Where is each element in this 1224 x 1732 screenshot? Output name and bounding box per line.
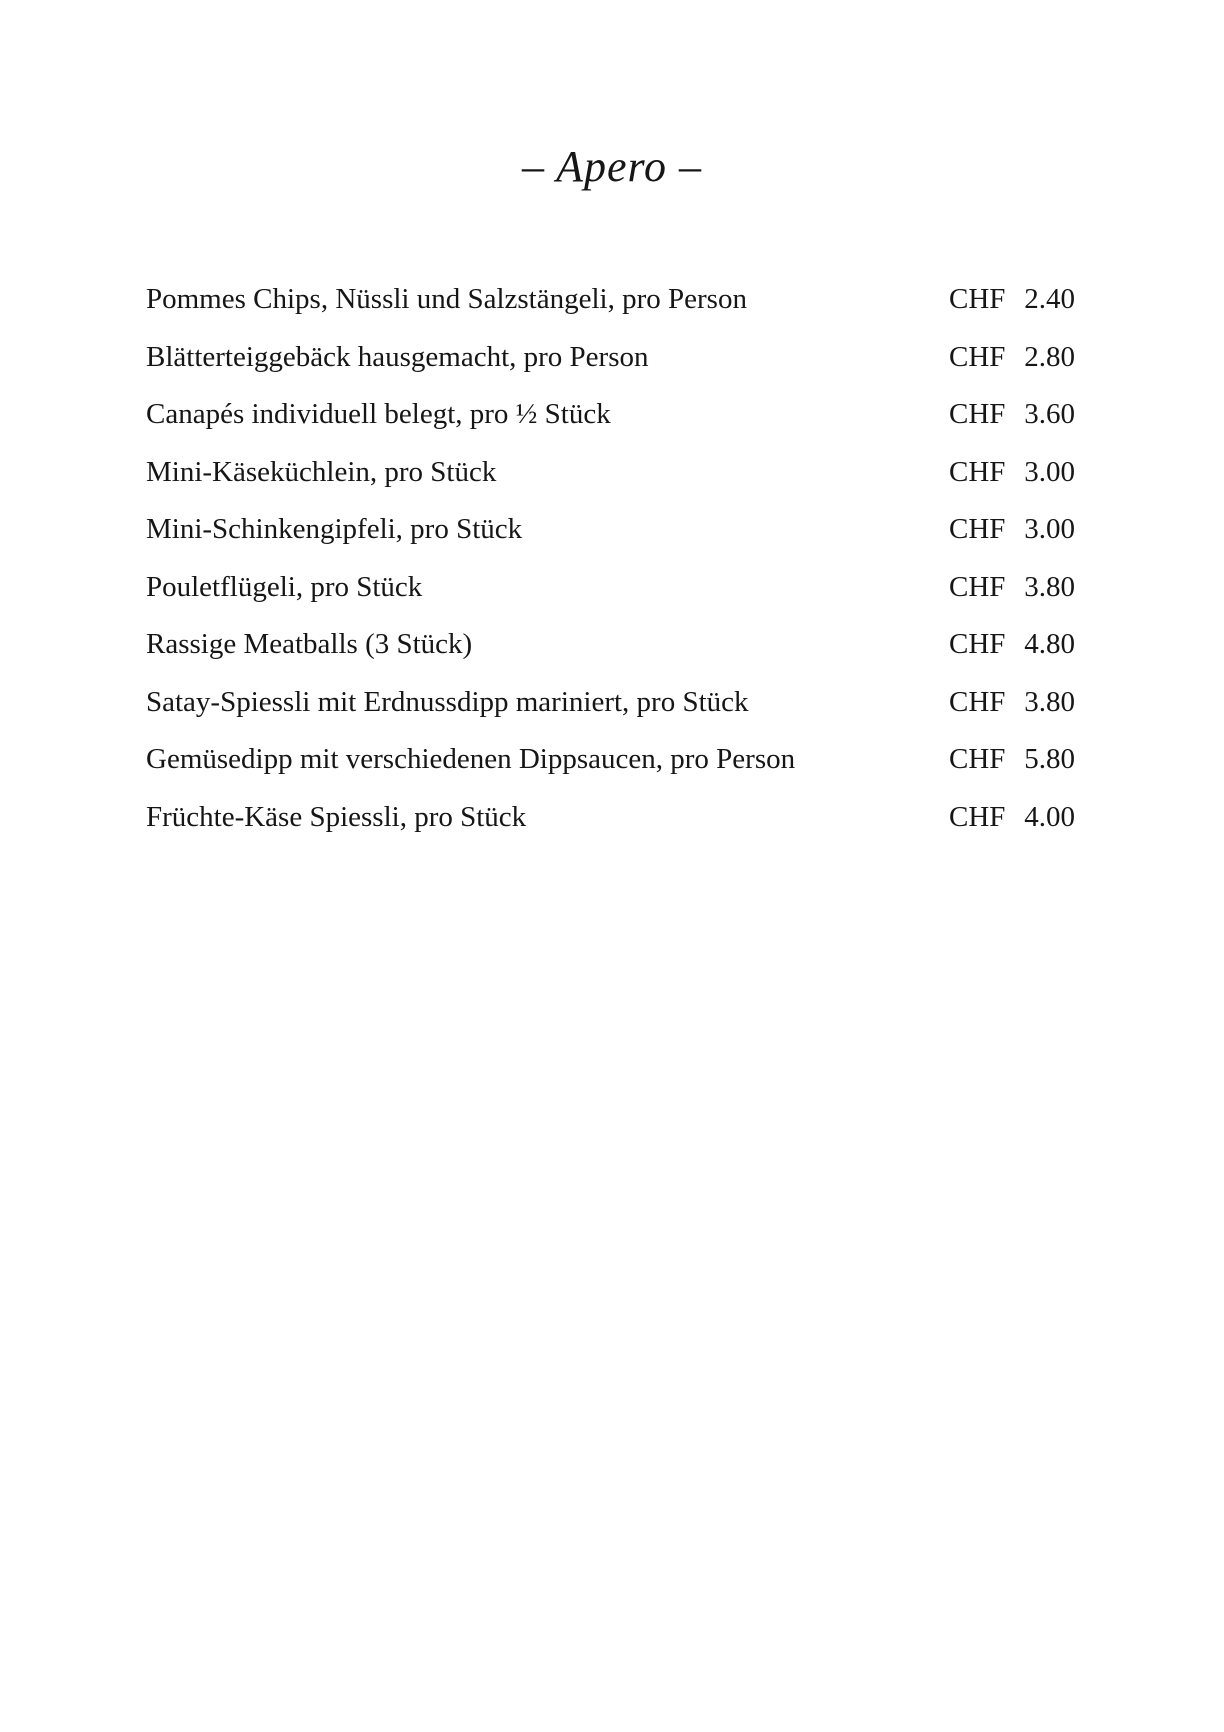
menu-item-price (949, 513, 1075, 546)
currency-label: CHF (949, 570, 1006, 603)
price-value: 3.80 (1024, 570, 1075, 603)
menu-item-row (0, 501, 1224, 559)
page-title: – Apero – (521, 142, 703, 191)
menu-list (0, 271, 1224, 846)
currency-label: CHF (949, 455, 1006, 488)
menu-item-row (0, 616, 1224, 674)
menu-item-price (949, 456, 1075, 489)
price-value: 3.80 (1024, 685, 1075, 718)
menu-item-name: Pouletflügeli, pro Stück (146, 570, 423, 603)
currency-label: CHF (949, 685, 1006, 718)
currency-label: CHF (949, 398, 1006, 431)
currency-label: CHF (949, 283, 1006, 316)
menu-item-row (0, 271, 1224, 329)
menu-item-row (0, 789, 1224, 847)
menu-item-row (0, 559, 1224, 617)
menu-item-price (949, 398, 1075, 431)
menu-item-row (0, 329, 1224, 387)
price-value: 5.80 (1024, 743, 1075, 776)
menu-item-name: Pommes Chips, Nüssli und Salzstängeli, pro Person (146, 283, 747, 316)
menu-item-name: Mini-Käseküchlein, pro Stück (146, 455, 497, 488)
menu-item-row (0, 444, 1224, 502)
price-value: 2.40 (1024, 283, 1075, 316)
menu-item-name: Gemüsedipp mit verschiedenen Dippsaucen, pro Person (146, 743, 796, 776)
menu-item-name: Satay-Spiessli mit Erdnussdipp mariniert, pro Stück (146, 685, 749, 718)
currency-label: CHF (949, 800, 1006, 833)
currency-label: CHF (949, 628, 1006, 661)
price-value: 4.00 (1024, 800, 1075, 833)
menu-item-price (949, 341, 1075, 374)
menu-item-row (0, 674, 1224, 732)
menu-item-row (0, 731, 1224, 789)
price-value: 3.00 (1024, 513, 1075, 546)
menu-item-name: Blätterteiggebäck hausgemacht, pro Person (146, 340, 649, 373)
price-value: 2.80 (1024, 340, 1075, 373)
currency-label: CHF (949, 340, 1006, 373)
menu-item-price (949, 571, 1075, 604)
price-value: 4.80 (1024, 628, 1075, 661)
menu-item-price (949, 628, 1075, 661)
menu-item-name: Canapés individuell belegt, pro ½ Stück (146, 398, 611, 431)
menu-item-price (949, 686, 1075, 719)
menu-item-name: Mini-Schinkengipfeli, pro Stück (146, 513, 523, 546)
menu-item-name: Rassige Meatballs (3 Stück) (146, 628, 473, 661)
menu-item-price (949, 801, 1075, 834)
menu-item-row (0, 386, 1224, 444)
menu-item-price (949, 743, 1075, 776)
menu-item-price (949, 283, 1075, 316)
price-value: 3.00 (1024, 455, 1075, 488)
currency-label: CHF (949, 743, 1006, 776)
currency-label: CHF (949, 513, 1006, 546)
menu-item-name: Früchte-Käse Spiessli, pro Stück (146, 800, 527, 833)
price-value: 3.60 (1024, 398, 1075, 431)
